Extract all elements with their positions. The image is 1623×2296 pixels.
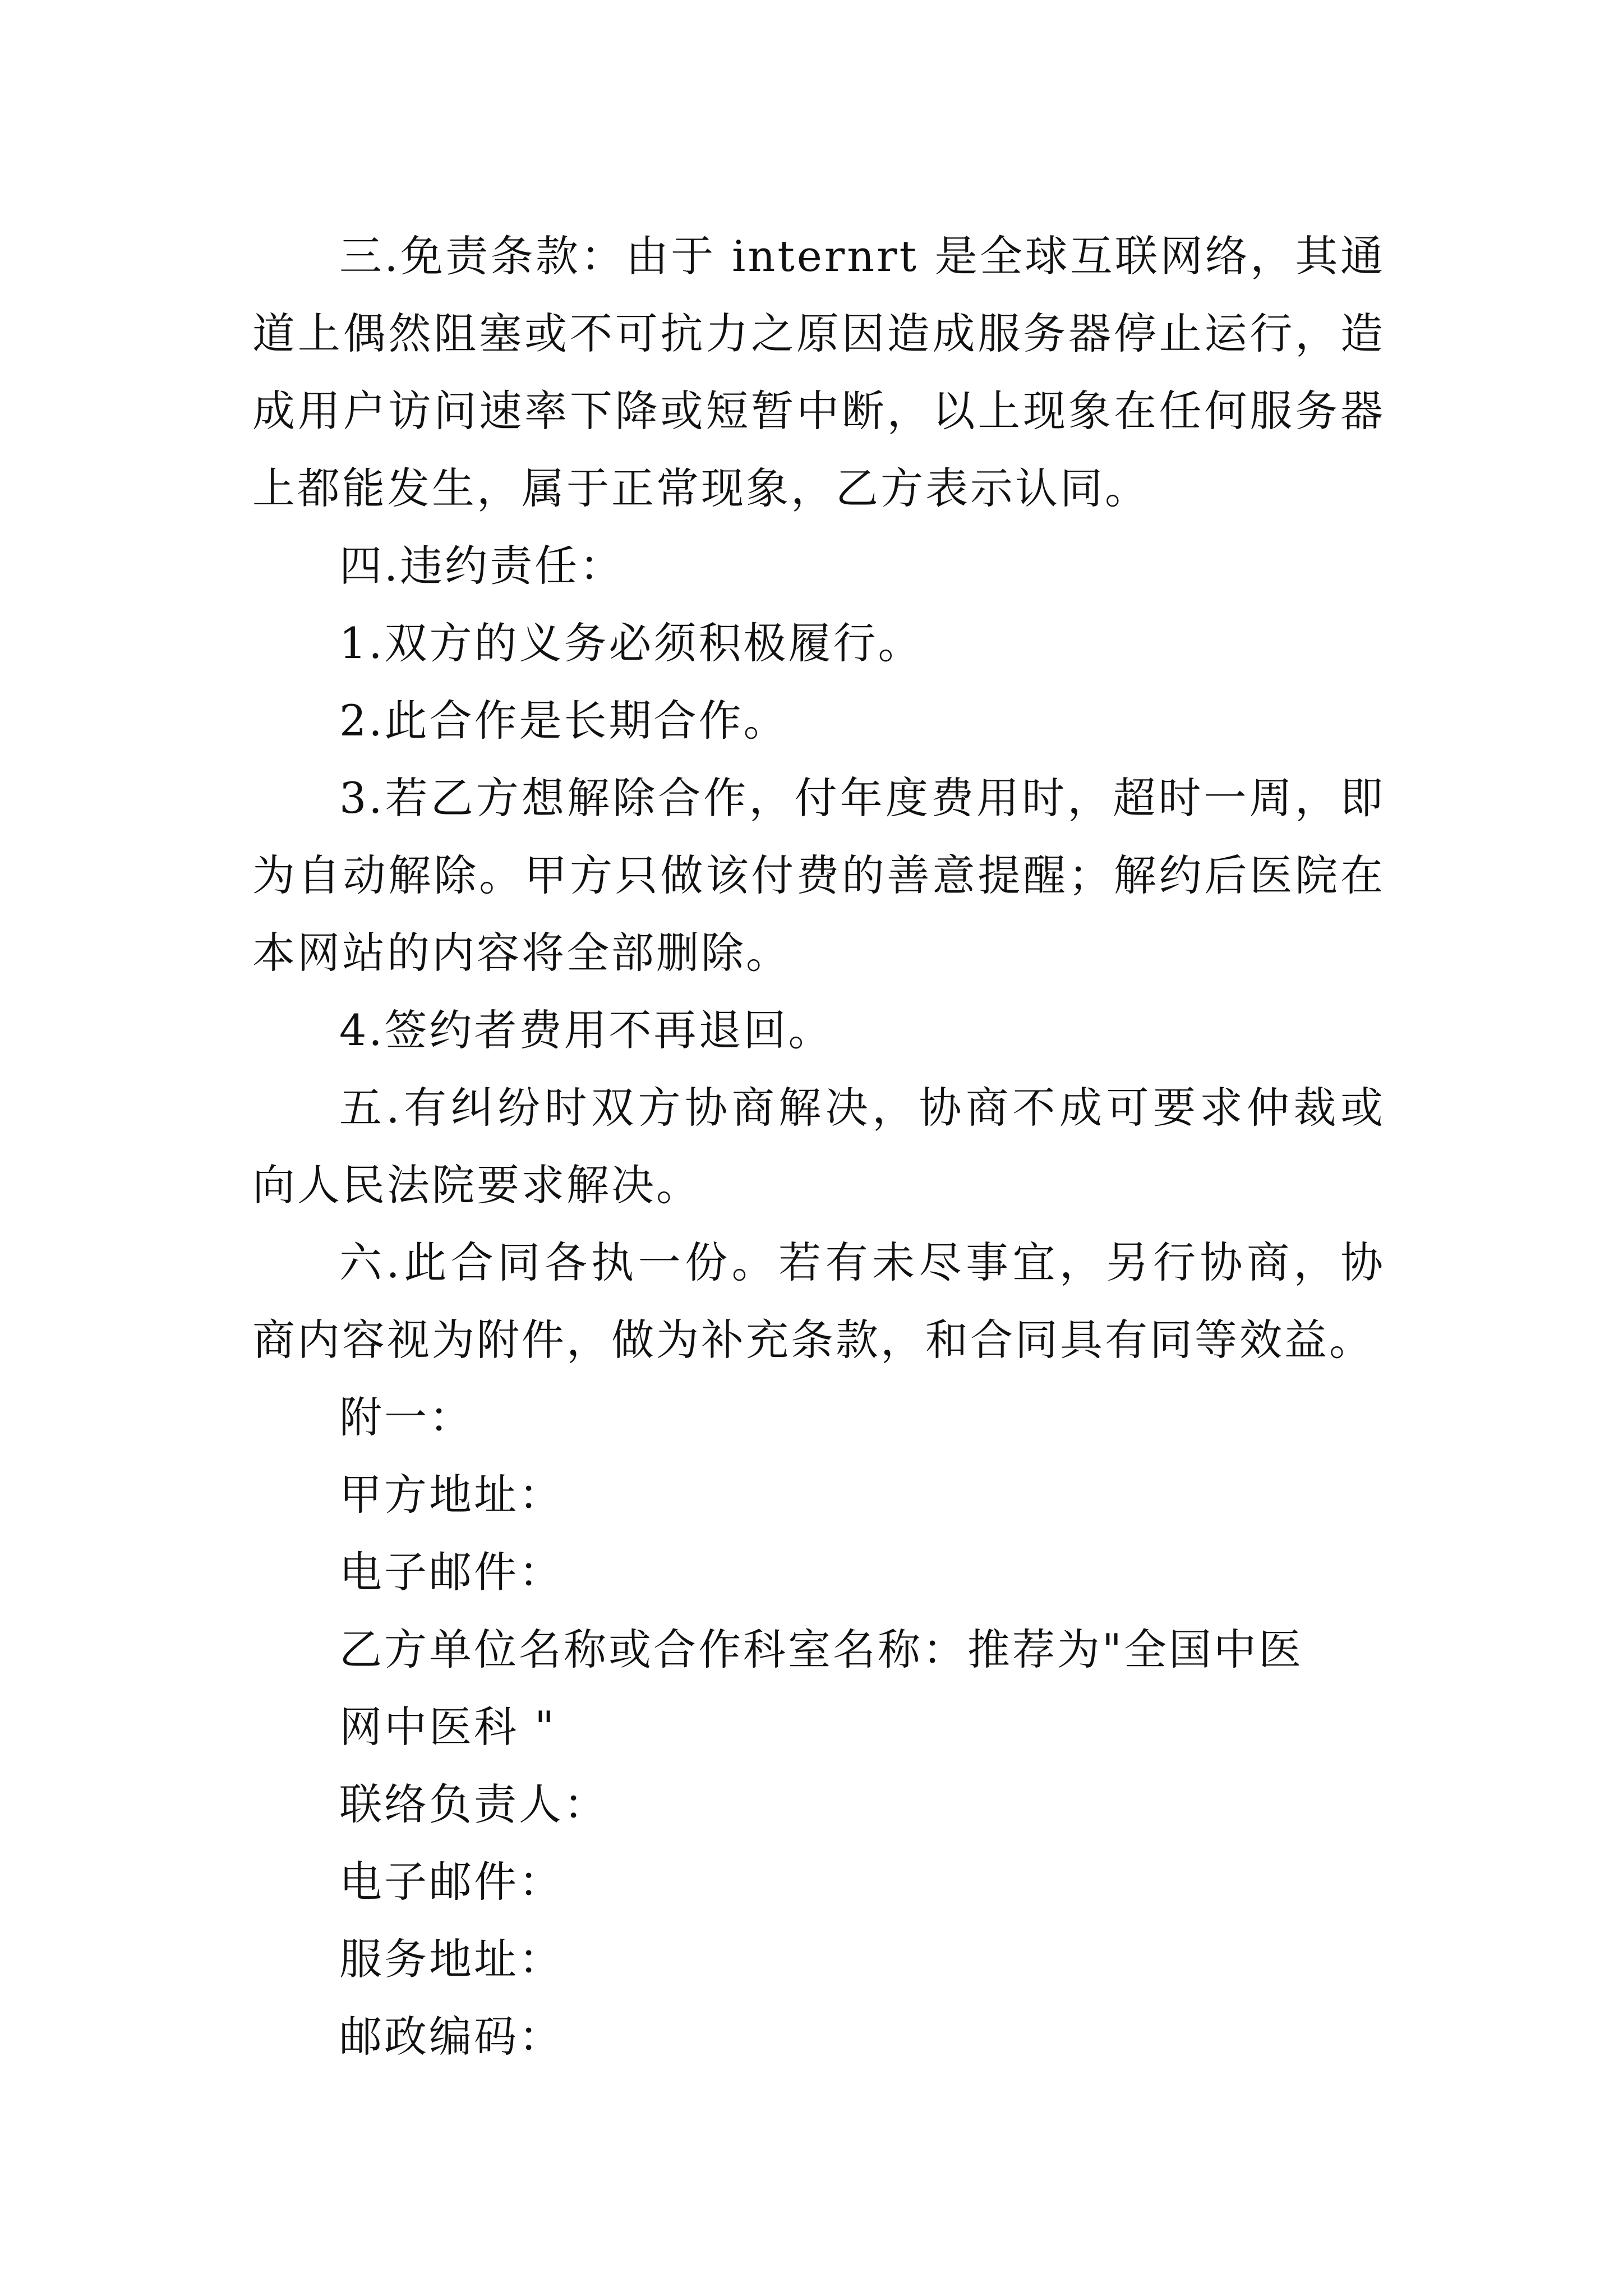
service-address-label: 服务地址： (339, 1934, 564, 1984)
clause-breach-item-2: 2.此合作是长期合作。 (339, 696, 789, 746)
party-b-name-label: 乙方单位名称或合作科室名称：推荐为"全国中医 (339, 1625, 1303, 1674)
clause-breach-item-3: 3.若乙方想解除合作，付年度费用时，超时一周，即为自动解除。甲方只做该付费的善意提醒；解约后医院在本网站的内容将全部删除。 (252, 773, 1385, 978)
contact-person-label: 联络负责人： (339, 1779, 608, 1829)
clause-breach-item-4: 4.签约者费用不再退回。 (339, 1005, 833, 1055)
clause-breach-heading: 四.违约责任： (339, 541, 625, 591)
clause-dispute: 五.有纠纷时双方协商解决，协商不成可要求仲裁或向人民法院要求解决。 (252, 1083, 1385, 1210)
party-a-address-label: 甲方地址： (339, 1470, 564, 1520)
clause-copies: 六.此合同各执一份。若有未尽事宜，另行协商，协商内容视为附件，做为补充条款，和合同具有同等效益。 (252, 1237, 1385, 1365)
party-a-email-label: 电子邮件： (339, 1547, 564, 1597)
postal-code-label: 邮政编码： (339, 2012, 564, 2062)
clause-disclaimer: 三.免责条款：由于 internrt 是全球互联网络，其通道上偶然阻塞或不可抗力之原因造成服务器停止运行，造成用户访问速率下降或短暂中断，以上现象在任何服务器上都能发生，属于正常现象，乙方表示认同。 (252, 231, 1385, 513)
appendix-heading: 附一： (339, 1392, 474, 1442)
document-page (252, 218, 1385, 2076)
clause-breach-item-1: 1.双方的义务必须积极履行。 (339, 618, 923, 668)
party-b-email-label: 电子邮件： (339, 1857, 564, 1907)
party-b-name-continued: 网中医科 " (339, 1702, 557, 1752)
